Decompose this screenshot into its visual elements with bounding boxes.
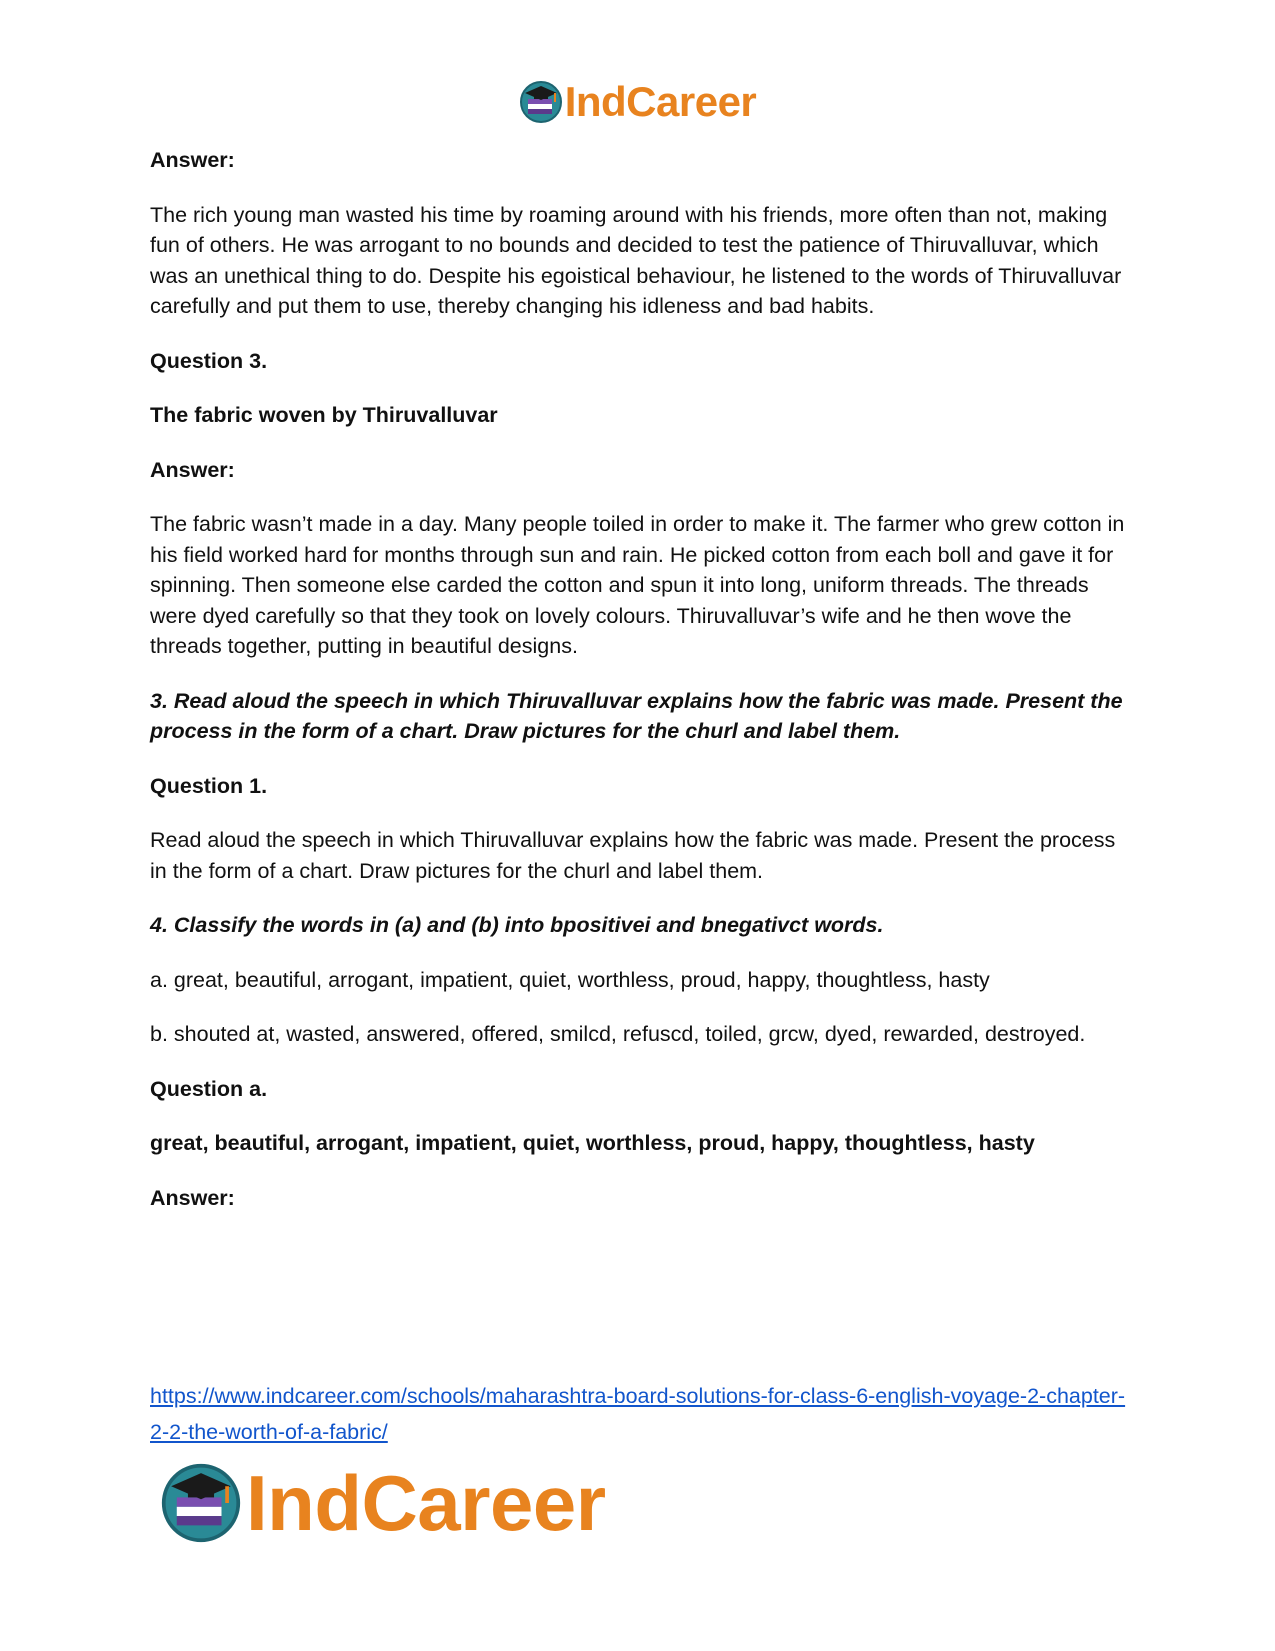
footer-logo	[160, 1459, 606, 1548]
question-label: Question a.	[150, 1076, 268, 1101]
section-heading: 4. Classify the words in (a) and (b) into bpositivei and bnegativct words.	[150, 913, 884, 937]
logo-text: IndCareer	[246, 1459, 606, 1547]
indcareer-logo	[519, 80, 757, 124]
section-heading: 3. Read aloud the speech in which Thiruvalluvar explains how the fabric was made. Present the process in the form of a chart. Draw pictures for the churl and label them.	[150, 688, 1123, 743]
question-label: Question 1.	[150, 773, 268, 798]
question-text: great, beautiful, arrogant, impatient, quiet, worthless, proud, happy, thoughtless, hasty	[150, 1131, 1035, 1155]
question-text: Read aloud the speech in which Thiruvalluvar explains how the fabric was made. Present the process in the form of a chart. Draw pictures for the churl and label them.	[150, 828, 1116, 883]
indcareer-logo-large	[160, 1459, 606, 1547]
answer-label: Answer:	[150, 1185, 235, 1210]
graduation-cap-book-icon	[519, 80, 563, 124]
document-content	[150, 145, 1130, 1237]
answer-paragraph: The rich young man wasted his time by roaming around with his friends, more often than not, making fun of others. He was arrogant to no bounds and decided to test the patience of Thiruvalluvar, which was an unethical thing to do. Despite his egoistical behaviour, he listened to the words of Thiruvalluvar carefully and put them to use, thereby changing his idleness and bad habits.	[150, 202, 1122, 318]
source-link-block	[150, 1378, 1130, 1450]
graduation-cap-book-icon	[160, 1462, 242, 1544]
answer-paragraph: The fabric wasn’t made in a day. Many people toiled in order to make it. The farmer who grew cotton in his field worked hard for months through sun and rain. He picked cotton from each boll and gave it for spinning. Then someone else carded the cotton and spun it into long, uniform threads. The threads were dyed carefully so that they took on lovely colours. Thiruvalluvar’s wife and he then wove the threads together, putting in beautiful designs.	[150, 512, 1125, 658]
header-logo	[0, 76, 1275, 128]
question-label: Question 3.	[150, 348, 268, 373]
word-list-a: a. great, beautiful, arrogant, impatient, quiet, worthless, proud, happy, thoughtless, hasty	[150, 967, 990, 992]
logo-text: IndCareer	[564, 78, 757, 125]
answer-label: Answer:	[150, 457, 235, 482]
word-list-b: b. shouted at, wasted, answered, offered, smilcd, refuscd, toiled, grcw, dyed, rewarded, destroyed.	[150, 1022, 1086, 1046]
question-text: The fabric woven by Thiruvalluvar	[150, 403, 498, 427]
answer-label: Answer:	[150, 148, 235, 172]
source-link[interactable]: https://www.indcareer.com/schools/maharashtra-board-solutions-for-class-6-english-voyage-2-chapter-2-2-the-worth-of-a-fabric/	[150, 1384, 1126, 1444]
